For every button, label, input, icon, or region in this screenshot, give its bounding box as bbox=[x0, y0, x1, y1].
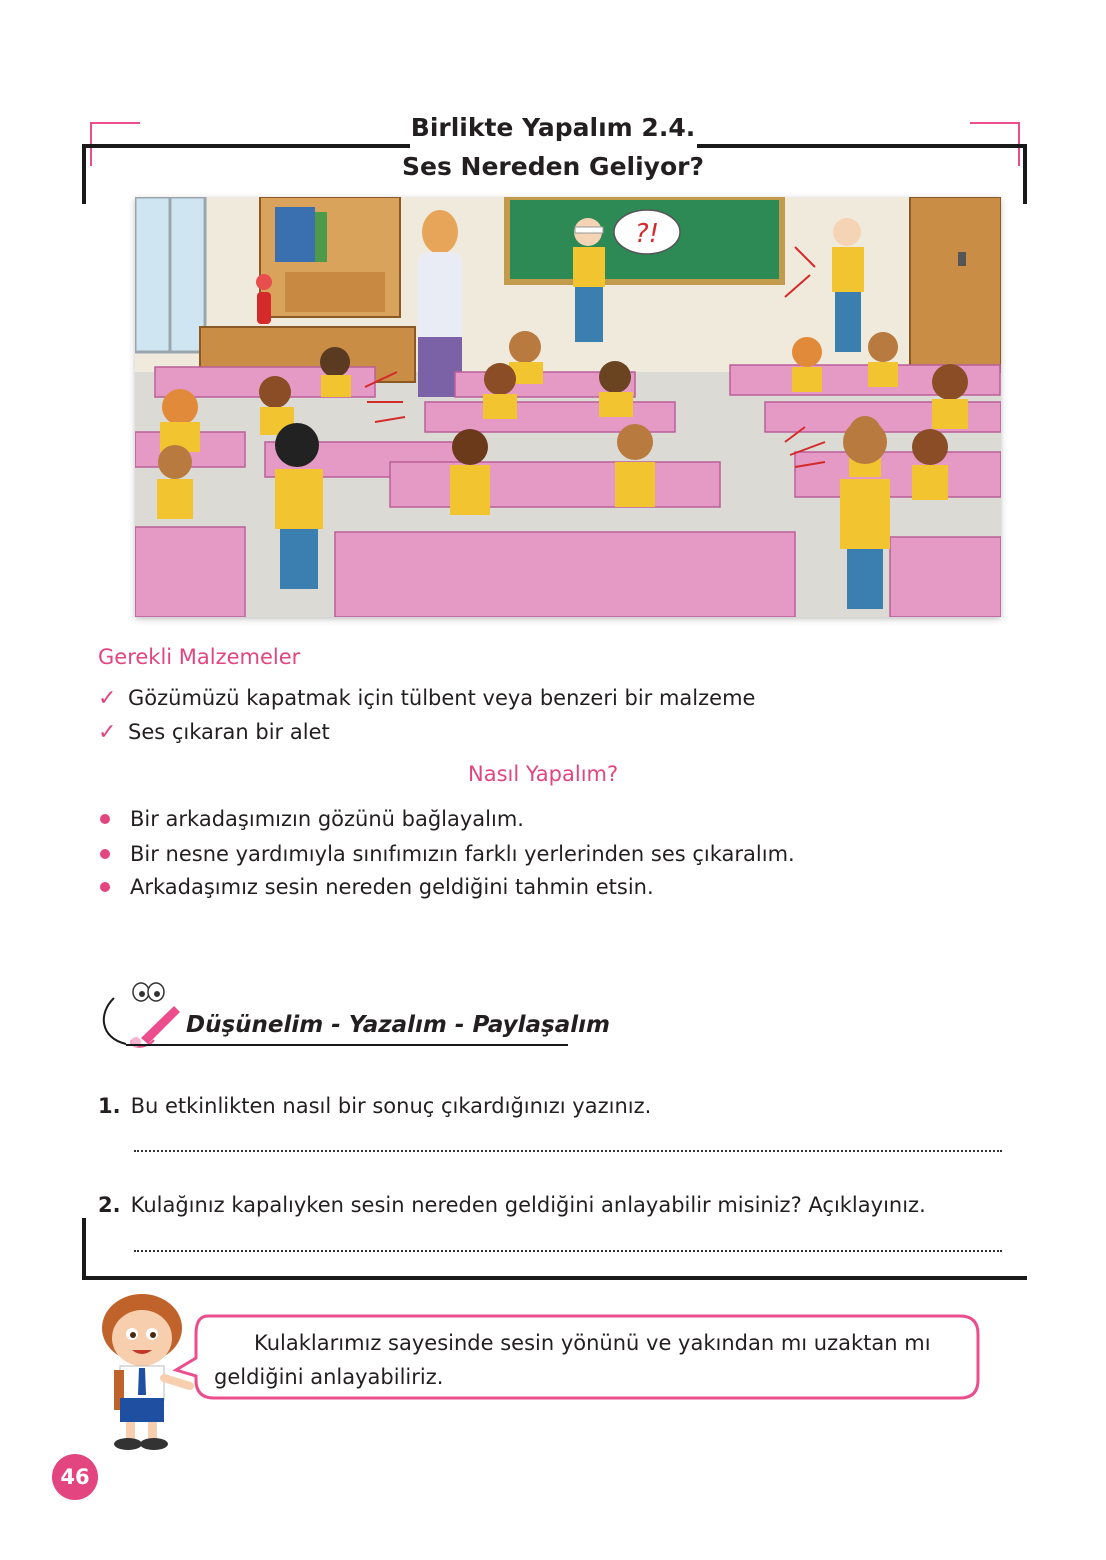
question-1 bbox=[98, 1094, 651, 1118]
question-number: 2. bbox=[98, 1193, 121, 1217]
checkmark-icon: ✓ bbox=[98, 686, 117, 711]
header-rule-left bbox=[82, 144, 410, 148]
steps-item-text: Bir nesne yardımıyla sınıfımızın farklı yerlerinden ses çıkaralım. bbox=[130, 842, 795, 866]
frame-bottom-rule bbox=[82, 1276, 1027, 1280]
bubble-line-2: geldiğini anlayabiliriz. bbox=[214, 1365, 444, 1389]
materials-item bbox=[98, 686, 755, 711]
steps-item bbox=[98, 842, 795, 866]
header-rule-right bbox=[697, 144, 1027, 148]
materials-item-text: Gözümüzü kapatmak için tülbent veya benzeri bir malzeme bbox=[128, 686, 756, 710]
activity-subtitle: Ses Nereden Geliyor? bbox=[402, 152, 704, 181]
illustration-speech-text: ?! bbox=[634, 219, 660, 249]
checkmark-icon: ✓ bbox=[98, 720, 117, 745]
steps-item-text: Bir arkadaşımızın gözünü bağlayalım. bbox=[130, 807, 524, 831]
frame-left-bottom bbox=[82, 1218, 86, 1280]
think-heading: Düşünelim - Yazalım - Paylaşalım bbox=[186, 1012, 610, 1038]
question-text: Bu etkinlikten nasıl bir sonuç çıkardığınızı yazınız. bbox=[130, 1094, 652, 1118]
materials-item-text: Ses çıkaran bir alet bbox=[128, 720, 330, 744]
classroom-illustration bbox=[135, 197, 1001, 617]
answer-line-1[interactable] bbox=[134, 1150, 1002, 1152]
materials-heading: Gerekli Malzemeler bbox=[98, 645, 301, 669]
question-number: 1. bbox=[98, 1094, 121, 1118]
steps-item bbox=[98, 875, 654, 899]
bullet-icon bbox=[100, 849, 110, 859]
activity-title: Birlikte Yapalım 2.4. bbox=[410, 113, 696, 142]
question-text: Kulağınız kapalıyken sesin nereden geldiğini anlayabilir misiniz? Açıklayınız. bbox=[130, 1193, 926, 1217]
bullet-icon bbox=[100, 882, 110, 892]
steps-item-text: Arkadaşımız sesin nereden geldiğini tahmin etsin. bbox=[130, 875, 654, 899]
steps-heading: Nasıl Yapalım? bbox=[468, 762, 619, 786]
bubble-line-1: Kulaklarımız sayesinde sesin yönünü ve yakından mı uzaktan mı bbox=[254, 1331, 931, 1355]
answer-line-2[interactable] bbox=[134, 1250, 1002, 1252]
classroom-drawing bbox=[135, 197, 1001, 617]
page-number-badge: 46 bbox=[52, 1454, 98, 1500]
question-2 bbox=[98, 1193, 926, 1217]
materials-item bbox=[98, 720, 330, 745]
bullet-icon bbox=[100, 814, 110, 824]
steps-item bbox=[98, 807, 524, 831]
